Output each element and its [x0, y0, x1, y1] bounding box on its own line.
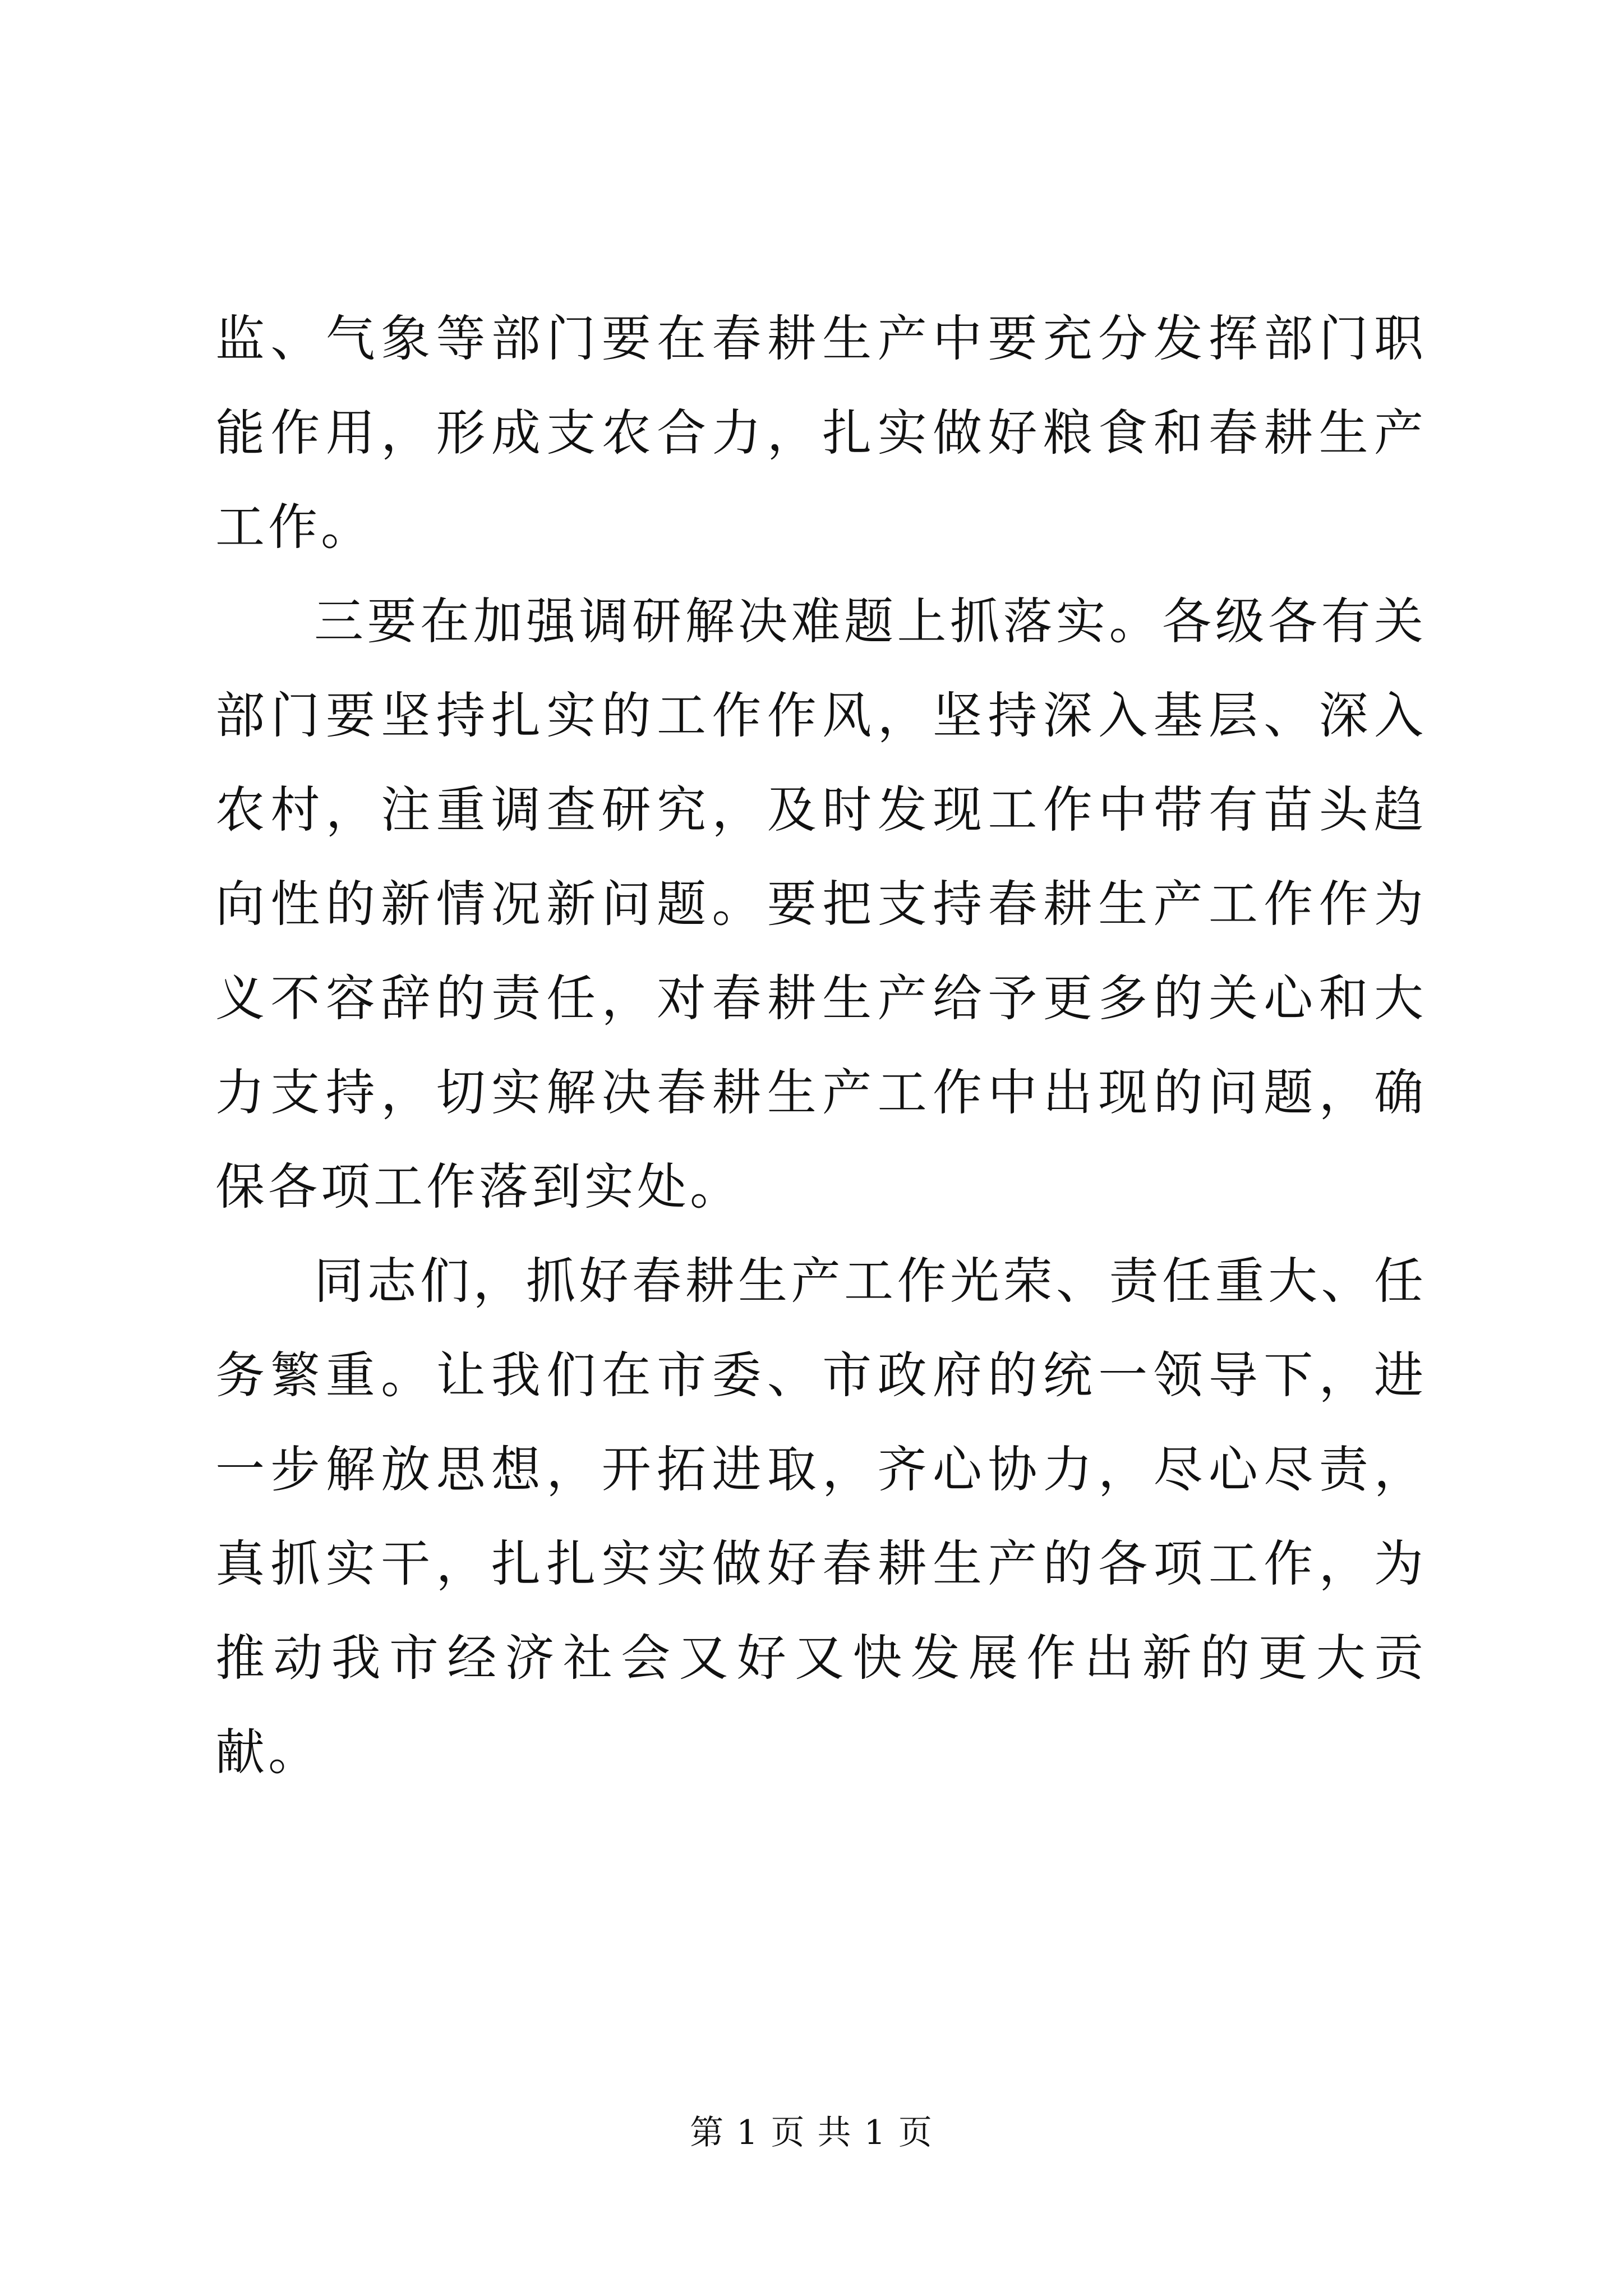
paragraph-research: 三要在加强调研解决难题上抓落实。各级各有关部门要坚持扎实的工作作风，坚持深入基层、深入农村，注重调查研究，及时发现工作中带有苗头趋向性的新情况新问题。要把支持春耕生产工作作为义不容辞的责任，对春耕生产给予更多的关心和大力支持，切实解决春耕生产工作中出现的问题，确保各项工作落到实处。 [215, 592, 1427, 1216]
document-body [215, 292, 1427, 1800]
paragraph-continuation: 监、气象等部门要在春耕生产中要充分发挥部门职能作用，形成支农合力，扎实做好粮食和春耕生产工作。 [215, 310, 1427, 556]
paragraph-closing: 同志们，抓好春耕生产工作光荣、责任重大、任务繁重。让我们在市委、市政府的统一领导下，进一步解放思想，开拓进取，齐心协力，尽心尽责，真抓实干，扎扎实实做好春耕生产的各项工作，为推动我市经济社会又好又快发展作出新的更大贡献。 [215, 1252, 1427, 1781]
page-footer: 第 1 页 共 1 页 [690, 2113, 933, 2152]
